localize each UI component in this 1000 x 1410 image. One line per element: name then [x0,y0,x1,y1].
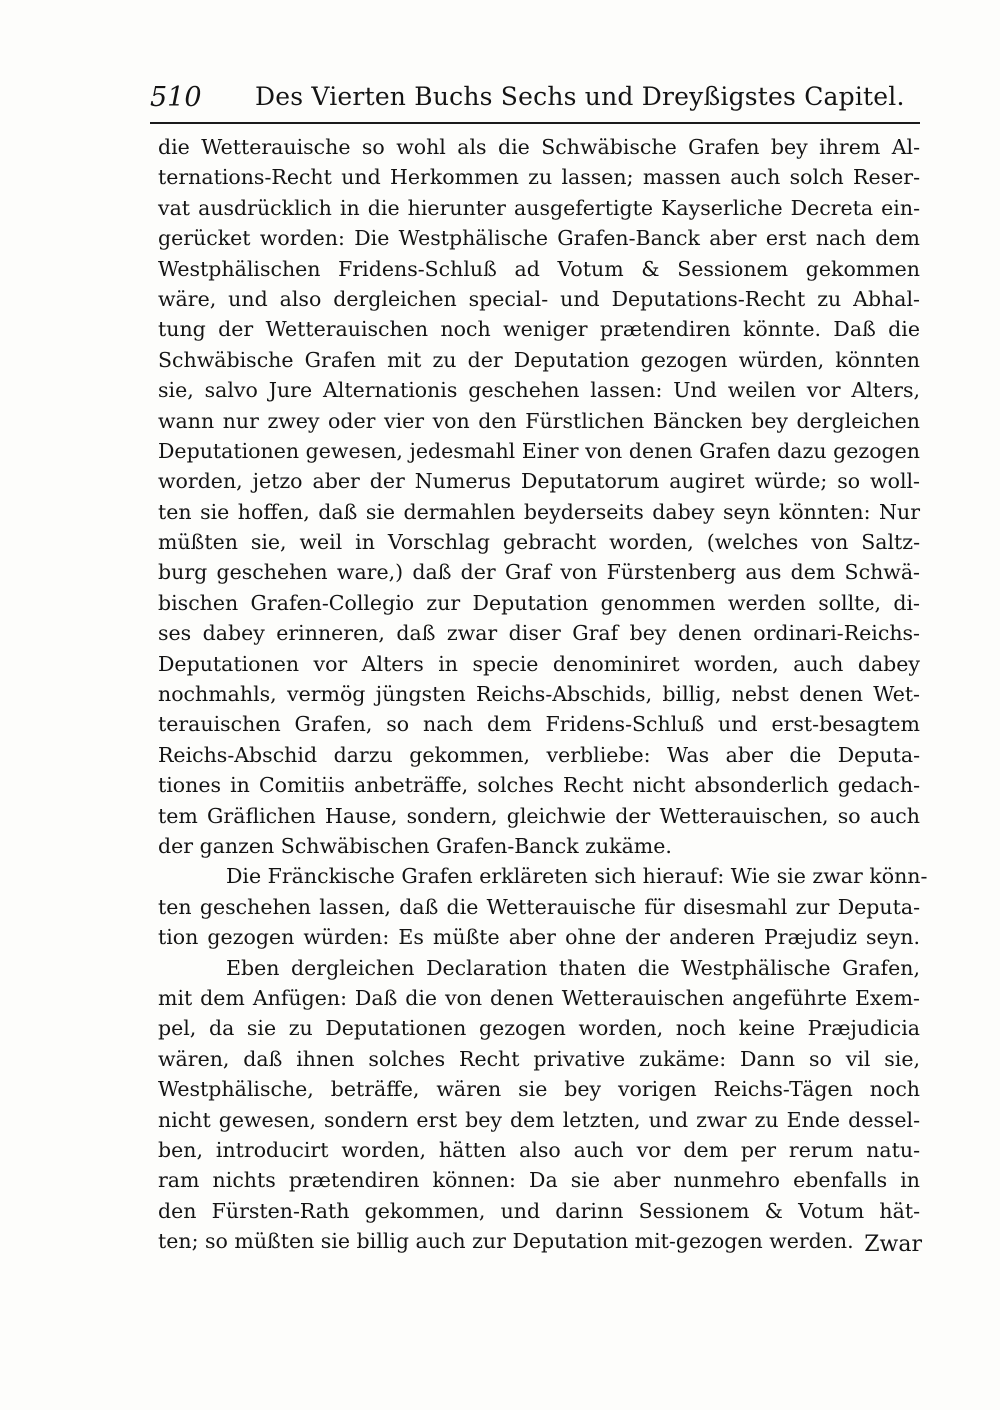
text-line: bischen Grafen-Collegio zur Deputation genommen werden sollte, di- [158,590,920,615]
text-line: der ganzen Schwäbischen Grafen-Banck zukäme. [158,833,672,858]
text-line: vat ausdrücklich in die hierunter ausgefertigte Kayserliche Decreta ein- [158,195,920,220]
text-line: ram nichts prætendiren können: Da sie aber nunmehro ebenfalls in [158,1168,920,1193]
text-line: Westphälische, beträffe, wären sie bey vorigen Reichs-Tägen noch [158,1077,920,1102]
text-line: die Wetterauische so wohl als die Schwäbische Grafen bey ihrem Al- [158,135,920,159]
body-text [158,132,928,1256]
text-line: burg geschehen ware,) daß der Graf von Fürstenberg aus dem Schwä- [158,560,920,585]
page-header [150,78,920,122]
catchword: Zwar [864,1232,922,1257]
text-line: wäre, und also dergleichen special- und Deputations-Recht zu Abhal- [158,286,920,311]
text-line: pel, da sie zu Deputationen gezogen worden, noch keine Præjudicia [158,1016,920,1041]
text-line: Eben dergleichen Declaration thaten die Westphälische Grafen, [226,955,920,980]
text-line: worden, jetzo aber der Numerus Deputatorum augiret würde; so woll- [158,469,920,494]
text-line: nochmahls, vermög jüngsten Reichs-Abschids, billig, nebst denen Wet- [158,682,920,707]
text-line: tung der Wetterauischen noch weniger prætendiren könnte. Daß die [158,317,920,342]
page-number: 510 [150,82,202,113]
text-line: tion gezogen würden: Es müßte aber ohne der anderen Præjudiz seyn. [158,925,920,950]
text-line: ten sie hoffen, daß sie dermahlen beyderseits dabey seyn könnten: Nur [158,499,920,524]
text-line: Schwäbische Grafen mit zu der Deputation gezogen würden, könnten [158,347,920,372]
text-line: ben, introducirt worden, hätten also auch vor dem per rerum natu- [158,1137,920,1162]
text-line: sie, salvo Jure Alternationis geschehen lassen: Und weilen vor Alters, [158,378,920,403]
text-line: Deputationen vor Alters in specie denominiret worden, auch dabey [158,651,920,676]
text-line: den Fürsten-Rath gekommen, und darinn Sessionem & Votum hät- [158,1198,920,1223]
text-line: Die Fränckische Grafen erkläreten sich hierauf: Wie sie zwar könn- [226,864,928,889]
text-line: tem Gräflichen Hause, sondern, gleichwie der Wetterauischen, so auch [158,803,920,828]
text-line: Deputationen gewesen, jedesmahl Einer von denen Grafen dazu gezogen [158,438,920,463]
text-line: ses dabey erinneren, daß zwar diser Graf bey denen ordinari-Reichs- [158,621,920,646]
text-line: wären, daß ihnen solches Recht privative zukäme: Dann so vil sie, [158,1046,920,1071]
text-line: wann nur zwey oder vier von den Fürstlichen Bäncken bey dergleichen [158,408,920,433]
text-line: mit dem Anfügen: Daß die von denen Wetterauischen angeführte Exem- [158,985,920,1010]
text-line: Reichs-Abschid darzu gekommen, verbliebe: Was aber die Deputa- [158,742,920,767]
header-rule [150,122,920,124]
text-line: terauischen Grafen, so nach dem Fridens-Schluß und erst-besagtem [158,712,920,737]
text-line: müßten sie, weil in Vorschlag gebracht worden, (welches von Saltz- [158,530,920,555]
text-line: Westphälischen Fridens-Schluß ad Votum & Sessionem gekommen [158,256,920,281]
text-line: ternations-Recht und Herkommen zu lassen; massen auch solch Reser- [158,165,920,190]
text-line: ten geschehen lassen, daß die Wetterauische für disesmahl zur Deputa- [158,894,920,919]
text-line: nicht gewesen, sondern erst bey dem letzten, und zwar zu Ende dessel- [158,1107,920,1132]
running-title: Des Vierten Buchs Sechs und Dreyßigstes Capitel. [255,82,905,111]
text-line: ten; so müßten sie billig auch zur Deputation mit-gezogen werden. [158,1229,854,1254]
text-line: tiones in Comitiis anbeträffe, solches Recht nicht absonderlich gedach- [158,773,920,798]
text-line: gerücket worden: Die Westphälische Grafen-Banck aber erst nach dem [158,226,920,251]
